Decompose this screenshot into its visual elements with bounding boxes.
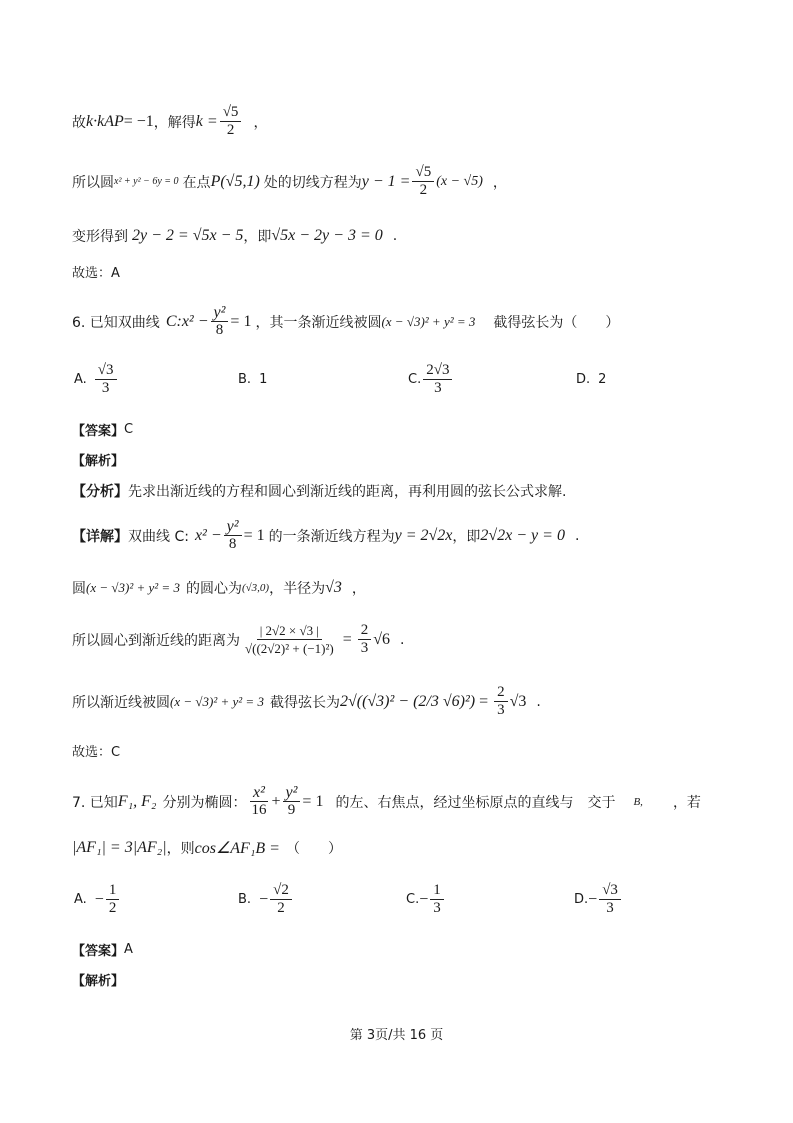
numerator: 2 bbox=[494, 684, 508, 702]
formula: y − 1 = bbox=[361, 172, 411, 190]
detail-line-1 bbox=[72, 518, 579, 553]
answer-6 bbox=[72, 420, 133, 439]
text: 的圆心为 bbox=[185, 581, 242, 597]
detail-line-4 bbox=[72, 684, 541, 719]
answer-value: A bbox=[124, 942, 133, 957]
formula: x² + y² − 6y = 0 bbox=[114, 176, 179, 187]
text: ， bbox=[351, 581, 366, 597]
sign: − bbox=[94, 890, 104, 908]
option-a bbox=[74, 362, 119, 397]
text: 的左、右焦点，经过坐标原点的直线与 bbox=[335, 794, 574, 811]
option-label: C. bbox=[406, 892, 420, 907]
detail-line-2 bbox=[72, 578, 366, 598]
text: ，则 bbox=[166, 841, 195, 857]
option-value: 1 bbox=[259, 372, 268, 387]
formula: √3 bbox=[509, 692, 527, 710]
text: 的一条渐近线方程为 bbox=[268, 528, 395, 545]
denominator: √((2√2)² + (−1)²) bbox=[245, 641, 334, 656]
denominator: 9 bbox=[287, 802, 296, 818]
formula: = bbox=[479, 692, 489, 710]
option-a-7 bbox=[74, 882, 121, 917]
text: 在点 bbox=[182, 174, 211, 191]
formula: = 1 bbox=[302, 792, 324, 810]
denominator: 2 bbox=[108, 900, 117, 916]
formula: P(√5,1) bbox=[210, 172, 260, 190]
numerator: √5 bbox=[412, 164, 434, 182]
fraction bbox=[242, 622, 337, 657]
answer-value: C bbox=[124, 422, 134, 437]
formula: = bbox=[342, 630, 352, 648]
option-label: B. bbox=[238, 372, 252, 387]
text: 所以圆心到渐近线的距离为 bbox=[72, 632, 240, 649]
answer-choice-line bbox=[72, 262, 120, 281]
formula: C:x² − bbox=[165, 312, 209, 330]
formula: 2√((√3)² − (2/3 √6)²) bbox=[339, 692, 476, 710]
analysis-7 bbox=[72, 970, 124, 989]
analysis-6 bbox=[72, 450, 124, 469]
question-number: 6. 已知双曲线 bbox=[72, 314, 160, 331]
text: ， bbox=[253, 114, 268, 131]
formula: k = bbox=[195, 112, 218, 130]
subscript: AP bbox=[104, 112, 124, 130]
question-7-line-2 bbox=[72, 838, 342, 858]
option-label: C. bbox=[408, 372, 422, 387]
answer-choice-line-2 bbox=[72, 741, 120, 760]
formula: |AF₁| = 3|AF₂| bbox=[72, 839, 167, 856]
fraction bbox=[220, 104, 242, 139]
text: 截得弦长为（ ） bbox=[493, 314, 620, 331]
question-number: 7. 已知 bbox=[72, 794, 118, 811]
option-d-7 bbox=[574, 882, 623, 917]
text: 截得弦长为 bbox=[269, 694, 340, 711]
numerator: √5 bbox=[220, 104, 242, 122]
fraction bbox=[270, 882, 292, 917]
option-c bbox=[408, 362, 454, 397]
analysis-summary-6 bbox=[72, 481, 566, 501]
text: ，解得 bbox=[153, 114, 196, 131]
sign: − bbox=[588, 890, 598, 908]
denominator: 2 bbox=[226, 122, 235, 138]
numerator: y² bbox=[283, 784, 301, 802]
text: . bbox=[392, 228, 398, 244]
numerator: y² bbox=[211, 304, 229, 322]
option-label: A. bbox=[74, 372, 87, 387]
denominator: 3 bbox=[434, 380, 442, 396]
text: 所以渐近线被圆 bbox=[72, 694, 170, 711]
text: ， bbox=[492, 174, 507, 191]
fraction bbox=[423, 362, 452, 397]
denominator: 2 bbox=[419, 182, 428, 198]
denominator: 3 bbox=[606, 900, 614, 916]
formula: √5x − 2y − 3 = 0 bbox=[271, 227, 383, 244]
text: ，半径为 bbox=[269, 581, 326, 597]
text: . bbox=[400, 631, 405, 648]
question-7-line-1 bbox=[72, 784, 701, 819]
formula: + bbox=[271, 792, 281, 810]
formula: (x − √5) bbox=[436, 173, 483, 189]
solution-line-2 bbox=[72, 164, 507, 199]
page-footer: 第 3页/共 16 页 bbox=[349, 1028, 444, 1043]
formula: 2y − 2 = √5x − 5 bbox=[132, 227, 244, 244]
fraction bbox=[283, 784, 301, 819]
denominator: 8 bbox=[228, 536, 237, 552]
text: 故 bbox=[72, 114, 86, 131]
question-6 bbox=[72, 304, 619, 339]
formula: (x − √3)² + y² = 3 bbox=[381, 313, 476, 329]
formula: (x − √3)² + y² = 3 bbox=[170, 693, 264, 709]
denominator: 8 bbox=[215, 322, 224, 338]
text: 圆 bbox=[72, 581, 86, 597]
formula: F₁, F₂ bbox=[117, 792, 157, 810]
fraction bbox=[358, 622, 372, 657]
detail-line-3 bbox=[72, 622, 404, 657]
option-label: D. bbox=[574, 892, 589, 907]
numerator: 2 bbox=[358, 622, 372, 640]
numerator: x² bbox=[250, 784, 268, 802]
summary-tag: 【分析】 bbox=[72, 484, 128, 500]
option-value: 2 bbox=[598, 372, 607, 387]
fraction bbox=[248, 784, 269, 819]
solution-line-1 bbox=[72, 104, 267, 139]
denominator: 3 bbox=[433, 900, 441, 916]
text: 交于 bbox=[587, 794, 616, 811]
text: 故选：A bbox=[72, 266, 120, 281]
formula: B, bbox=[633, 795, 643, 808]
denominator: 3 bbox=[101, 380, 110, 396]
analysis-tag: 【解析】 bbox=[72, 454, 125, 469]
text: 先求出渐近线的方程和圆心到渐近线的距离，再利用圆的弦长公式求解. bbox=[128, 484, 567, 500]
numerator: 1 bbox=[430, 882, 444, 900]
fraction bbox=[106, 882, 120, 917]
text: ，即 bbox=[452, 528, 481, 545]
text: 变形得到 bbox=[72, 229, 128, 245]
denominator: 3 bbox=[360, 640, 369, 656]
text: 故选：C bbox=[72, 745, 121, 760]
fraction bbox=[95, 362, 117, 397]
fraction bbox=[211, 304, 229, 339]
numerator: 2√3 bbox=[423, 362, 452, 380]
formula: 2√2x − y = 0 bbox=[480, 526, 565, 544]
sign: − bbox=[259, 890, 269, 908]
numerator: | 2√2 × √3 | bbox=[257, 622, 322, 640]
formula: (√3,0) bbox=[241, 582, 270, 594]
option-label: B. bbox=[238, 892, 252, 907]
formula: y = 2√2x bbox=[394, 526, 453, 544]
option-b-7 bbox=[238, 882, 294, 917]
formula: = 1 bbox=[230, 312, 252, 330]
solution-line-3 bbox=[72, 226, 397, 246]
text: 处的切线方程为 bbox=[263, 174, 362, 191]
formula: k·k bbox=[86, 112, 105, 130]
sign: − bbox=[419, 890, 429, 908]
answer-tag: 【答案】 bbox=[72, 944, 125, 959]
detail-tag: 【详解】 bbox=[72, 528, 128, 545]
denominator: 16 bbox=[251, 802, 267, 818]
text: . bbox=[536, 693, 541, 710]
formula: √6 bbox=[373, 630, 391, 648]
option-c-7 bbox=[406, 882, 446, 917]
formula: (x − √3)² + y² = 3 bbox=[86, 580, 180, 595]
fraction bbox=[412, 164, 434, 199]
text: ，即 bbox=[243, 229, 272, 245]
text: 分别为椭圆： bbox=[162, 794, 247, 811]
formula: cos∠AF₁B = bbox=[194, 840, 280, 857]
numerator: √3 bbox=[599, 882, 621, 900]
numerator: √2 bbox=[270, 882, 292, 900]
answer-7 bbox=[72, 940, 133, 959]
formula: √3 bbox=[325, 579, 342, 596]
option-label: D. bbox=[576, 372, 591, 387]
text: . bbox=[574, 527, 580, 544]
text: 所以圆 bbox=[72, 174, 114, 191]
text: ，其一条渐近线被圆 bbox=[255, 314, 382, 331]
formula: x² − bbox=[194, 526, 222, 544]
text: （ ） bbox=[285, 841, 342, 857]
option-b bbox=[238, 372, 267, 387]
analysis-tag: 【解析】 bbox=[72, 974, 125, 989]
fraction bbox=[494, 684, 508, 719]
numerator: 1 bbox=[106, 882, 120, 900]
text: 双曲线 C: bbox=[128, 528, 189, 545]
numerator: √3 bbox=[95, 362, 117, 380]
formula: = 1 bbox=[243, 526, 265, 544]
denominator: 3 bbox=[497, 702, 505, 718]
answer-tag: 【答案】 bbox=[72, 424, 125, 439]
denominator: 2 bbox=[277, 900, 285, 916]
text: ，若 bbox=[672, 794, 701, 811]
fraction bbox=[599, 882, 621, 917]
option-d bbox=[576, 372, 606, 387]
fraction bbox=[224, 518, 242, 553]
numerator: y² bbox=[224, 518, 242, 536]
fraction bbox=[430, 882, 444, 917]
option-label: A. bbox=[74, 892, 87, 907]
formula: = −1 bbox=[123, 112, 154, 130]
